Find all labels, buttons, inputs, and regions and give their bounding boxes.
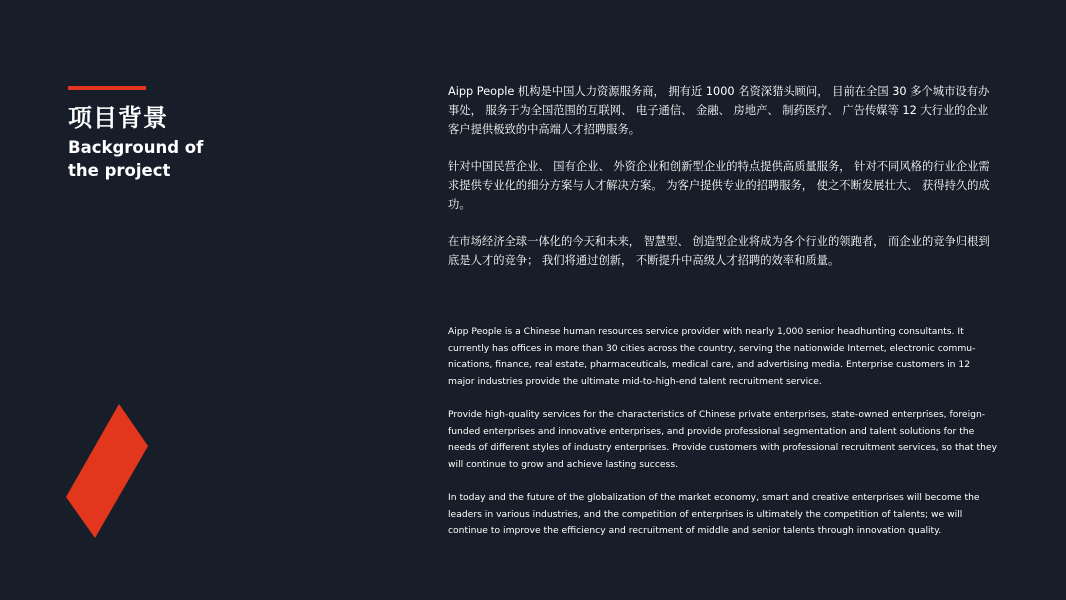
cn-paragraph: 在市场经济全球一体化的今天和未来， 智慧型、 创造型企业将成为各个行业的领跑者， 而企业的竞争归根到底是人才的竞争； 我们将通过创新， 不断提升中高级人才招聘的效率和质量。: [448, 235, 990, 267]
decorative-parallelogram: [66, 404, 148, 538]
en-paragraph: In today and the future of the globalization of the market economy, smart and creative enterprises will become the leaders in various industries, and the competition of enterprises is ultimately the competition of talents; we will continue to improve the efficiency and recruitment of middle and senior talents through innovation quality.: [448, 491, 980, 537]
cn-paragraph: 针对中国民营企业、 国有企业、 外资企业和创新型企业的特点提供高质量服务， 针对不同风格的行业企业需求提供专业化的细分方案与人才解决方案。 为客户提供专业的招聘服务， 使之不断发展壮大、 获得持久的成功。: [448, 160, 990, 211]
chinese-description: [448, 82, 998, 288]
title-accent-bar: [68, 86, 146, 90]
page-title-english: Background of the project: [68, 138, 204, 180]
parallelogram-shape: [66, 404, 148, 538]
cn-paragraph: Aipp People 机构是中国人力资源服务商， 拥有近 1000 名资深猎头顾问， 目前在全国 30 多个城市设有办事处， 服务于为全国范围的互联网、 电子通信、 金融、 房地产、 制药医疗、 广告传媒等 12 大行业的企业客户提供极致的中高端人才招聘服务。: [448, 85, 990, 136]
en-paragraph: Aipp People is a Chinese human resources service provider with nearly 1,000 senior headhunting consultants. It currently has offices in more than 30 cities across the country, serving the nationwide Internet, electronic commu-nications, finance, real estate, pharmaceuticals, medical care, and advertising media. Enterprise customers in 12 major industries provide the ultimate mid-to-high-end talent recruitment service.: [448, 326, 976, 387]
english-description: [448, 324, 998, 556]
en-paragraph: Provide high-quality services for the characteristics of Chinese private enterprises, state-owned enterprises, foreign-funded enterprises and innovative enterprises, and provide professional segmentation and talent solutions for the needs of different styles of industry enterprises. Provide customers with professional recruitment services, so that they will continue to grow and achieve lasting success.: [448, 408, 998, 470]
page-title-chinese: 项目背景: [68, 104, 168, 132]
